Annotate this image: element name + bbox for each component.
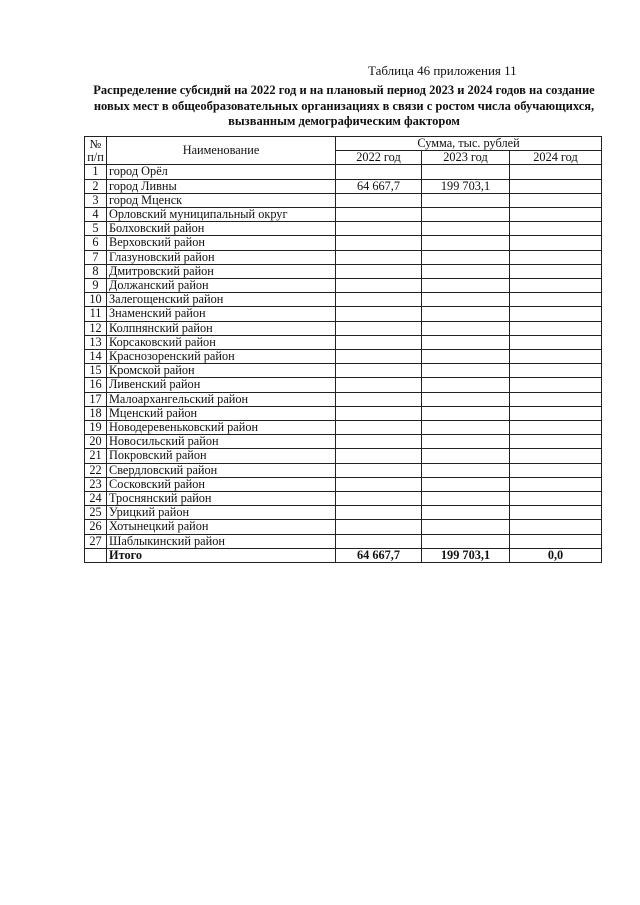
cell-2022 bbox=[336, 534, 422, 548]
cell-name: Урицкий район bbox=[107, 506, 336, 520]
cell-num: 24 bbox=[85, 492, 107, 506]
header-2023: 2023 год bbox=[422, 151, 510, 165]
cell-2023 bbox=[422, 520, 510, 534]
cell-2023 bbox=[422, 364, 510, 378]
cell-num: 7 bbox=[85, 250, 107, 264]
cell-name: Покровский район bbox=[107, 449, 336, 463]
cell-2024 bbox=[510, 350, 602, 364]
cell-2023 bbox=[422, 477, 510, 491]
cell-num: 6 bbox=[85, 236, 107, 250]
cell-2024 bbox=[510, 392, 602, 406]
total-row bbox=[85, 548, 602, 562]
cell-2024 bbox=[510, 364, 602, 378]
cell-2022 bbox=[336, 307, 422, 321]
cell-2024 bbox=[510, 179, 602, 193]
table-row bbox=[85, 534, 602, 548]
table-row bbox=[85, 364, 602, 378]
header-num-line1: № bbox=[89, 136, 102, 151]
cell-2024 bbox=[510, 236, 602, 250]
cell-2022 bbox=[336, 477, 422, 491]
cell-2024 bbox=[510, 193, 602, 207]
cell-num: 25 bbox=[85, 506, 107, 520]
cell-num: 14 bbox=[85, 350, 107, 364]
cell-num: 8 bbox=[85, 264, 107, 278]
cell-2022 bbox=[336, 463, 422, 477]
cell-2024: 0,0 bbox=[510, 548, 602, 562]
cell-name: Знаменский район bbox=[107, 307, 336, 321]
cell-num: 13 bbox=[85, 335, 107, 349]
cell-2022 bbox=[336, 193, 422, 207]
table-row bbox=[85, 435, 602, 449]
cell-2022: 64 667,7 bbox=[336, 179, 422, 193]
cell-2022 bbox=[336, 236, 422, 250]
cell-2023 bbox=[422, 350, 510, 364]
cell-2024 bbox=[510, 534, 602, 548]
cell-2023 bbox=[422, 279, 510, 293]
table-row bbox=[85, 222, 602, 236]
table-row bbox=[85, 463, 602, 477]
cell-2023 bbox=[422, 506, 510, 520]
cell-2024 bbox=[510, 492, 602, 506]
header-name: Наименование bbox=[107, 137, 336, 165]
cell-2022 bbox=[336, 350, 422, 364]
cell-num bbox=[85, 548, 107, 562]
cell-num: 15 bbox=[85, 364, 107, 378]
cell-name: Троснянский район bbox=[107, 492, 336, 506]
cell-num: 5 bbox=[85, 222, 107, 236]
cell-2022 bbox=[336, 506, 422, 520]
table-row bbox=[85, 335, 602, 349]
cell-name: Должанский район bbox=[107, 279, 336, 293]
cell-name: Итого bbox=[107, 548, 336, 562]
cell-2024 bbox=[510, 321, 602, 335]
cell-name: Ливенский район bbox=[107, 378, 336, 392]
cell-2023 bbox=[422, 335, 510, 349]
cell-2022 bbox=[336, 421, 422, 435]
cell-2022 bbox=[336, 222, 422, 236]
document-title: Распределение субсидий на 2022 год и на плановый период 2023 и 2024 годов на создание новых мест в общеобразовательных организациях в связи с ростом числа обучающихся, вызванным демографическим фактором bbox=[93, 83, 595, 128]
table-row bbox=[85, 378, 602, 392]
cell-2024 bbox=[510, 477, 602, 491]
table-row bbox=[85, 208, 602, 222]
cell-2023 bbox=[422, 492, 510, 506]
table-row bbox=[85, 279, 602, 293]
cell-name: Орловский муниципальный округ bbox=[107, 208, 336, 222]
cell-2024 bbox=[510, 463, 602, 477]
cell-2024 bbox=[510, 506, 602, 520]
cell-2022 bbox=[336, 435, 422, 449]
cell-2024 bbox=[510, 165, 602, 179]
cell-2023 bbox=[422, 449, 510, 463]
cell-name: город Ливны bbox=[107, 179, 336, 193]
cell-2023: 199 703,1 bbox=[422, 179, 510, 193]
cell-2022 bbox=[336, 321, 422, 335]
table-row bbox=[85, 250, 602, 264]
cell-name: Краснозоренский район bbox=[107, 350, 336, 364]
cell-name: Залегощенский район bbox=[107, 293, 336, 307]
cell-2022 bbox=[336, 392, 422, 406]
cell-2023 bbox=[422, 463, 510, 477]
table-row bbox=[85, 350, 602, 364]
cell-num: 3 bbox=[85, 193, 107, 207]
table-row bbox=[85, 179, 602, 193]
cell-num: 18 bbox=[85, 406, 107, 420]
header-2022: 2022 год bbox=[336, 151, 422, 165]
cell-name: Болховский район bbox=[107, 222, 336, 236]
cell-name: город Орёл bbox=[107, 165, 336, 179]
cell-2022 bbox=[336, 406, 422, 420]
table-row bbox=[85, 165, 602, 179]
cell-2023 bbox=[422, 534, 510, 548]
cell-2023 bbox=[422, 208, 510, 222]
table-row bbox=[85, 449, 602, 463]
cell-2024 bbox=[510, 449, 602, 463]
cell-2023 bbox=[422, 293, 510, 307]
cell-2024 bbox=[510, 293, 602, 307]
cell-2023 bbox=[422, 321, 510, 335]
cell-num: 2 bbox=[85, 179, 107, 193]
cell-num: 9 bbox=[85, 279, 107, 293]
cell-2022 bbox=[336, 378, 422, 392]
cell-name: Верховский район bbox=[107, 236, 336, 250]
cell-2022 bbox=[336, 165, 422, 179]
cell-2024 bbox=[510, 222, 602, 236]
cell-2023 bbox=[422, 307, 510, 321]
cell-num: 27 bbox=[85, 534, 107, 548]
table-row bbox=[85, 293, 602, 307]
cell-name: Свердловский район bbox=[107, 463, 336, 477]
table-row bbox=[85, 392, 602, 406]
cell-2022 bbox=[336, 279, 422, 293]
cell-name: город Мценск bbox=[107, 193, 336, 207]
header-num bbox=[85, 137, 107, 165]
table-row bbox=[85, 307, 602, 321]
cell-2022 bbox=[336, 335, 422, 349]
table-row bbox=[85, 492, 602, 506]
table-row bbox=[85, 236, 602, 250]
cell-2022 bbox=[336, 492, 422, 506]
cell-2023 bbox=[422, 236, 510, 250]
cell-name: Хотынецкий район bbox=[107, 520, 336, 534]
cell-name: Колпнянский район bbox=[107, 321, 336, 335]
table-row bbox=[85, 477, 602, 491]
cell-name: Дмитровский район bbox=[107, 264, 336, 278]
cell-name: Сосковский район bbox=[107, 477, 336, 491]
table-row bbox=[85, 506, 602, 520]
cell-2022 bbox=[336, 208, 422, 222]
header-num-line2: п/п bbox=[87, 149, 104, 164]
cell-num: 19 bbox=[85, 421, 107, 435]
header-2024: 2024 год bbox=[510, 151, 602, 165]
cell-num: 20 bbox=[85, 435, 107, 449]
cell-num: 11 bbox=[85, 307, 107, 321]
cell-2023: 199 703,1 bbox=[422, 548, 510, 562]
cell-name: Кромской район bbox=[107, 364, 336, 378]
cell-2022 bbox=[336, 250, 422, 264]
cell-num: 23 bbox=[85, 477, 107, 491]
cell-2024 bbox=[510, 279, 602, 293]
cell-2024 bbox=[510, 378, 602, 392]
header-sum: Сумма, тыс. рублей bbox=[336, 137, 602, 151]
cell-2023 bbox=[422, 193, 510, 207]
table-caption: Таблица 46 приложения 11 bbox=[368, 63, 517, 78]
cell-2023 bbox=[422, 421, 510, 435]
cell-num: 16 bbox=[85, 378, 107, 392]
cell-num: 17 bbox=[85, 392, 107, 406]
cell-name: Шаблыкинский район bbox=[107, 534, 336, 548]
table-row bbox=[85, 264, 602, 278]
cell-2024 bbox=[510, 264, 602, 278]
cell-2023 bbox=[422, 435, 510, 449]
table-row bbox=[85, 520, 602, 534]
cell-2023 bbox=[422, 165, 510, 179]
cell-2022 bbox=[336, 293, 422, 307]
table-row bbox=[85, 406, 602, 420]
table-row bbox=[85, 421, 602, 435]
cell-2022 bbox=[336, 449, 422, 463]
cell-2024 bbox=[510, 335, 602, 349]
cell-2023 bbox=[422, 392, 510, 406]
cell-2024 bbox=[510, 406, 602, 420]
cell-2024 bbox=[510, 208, 602, 222]
cell-num: 21 bbox=[85, 449, 107, 463]
cell-name: Мценский район bbox=[107, 406, 336, 420]
cell-2024 bbox=[510, 435, 602, 449]
cell-name: Глазуновский район bbox=[107, 250, 336, 264]
cell-2024 bbox=[510, 307, 602, 321]
cell-2023 bbox=[422, 222, 510, 236]
cell-2023 bbox=[422, 264, 510, 278]
cell-2023 bbox=[422, 406, 510, 420]
cell-name: Новосильский район bbox=[107, 435, 336, 449]
cell-2022 bbox=[336, 364, 422, 378]
cell-num: 12 bbox=[85, 321, 107, 335]
cell-2023 bbox=[422, 250, 510, 264]
cell-2023 bbox=[422, 378, 510, 392]
cell-2024 bbox=[510, 250, 602, 264]
cell-2022 bbox=[336, 520, 422, 534]
cell-2022: 64 667,7 bbox=[336, 548, 422, 562]
cell-2024 bbox=[510, 520, 602, 534]
table-row bbox=[85, 193, 602, 207]
cell-num: 10 bbox=[85, 293, 107, 307]
cell-num: 26 bbox=[85, 520, 107, 534]
cell-name: Корсаковский район bbox=[107, 335, 336, 349]
cell-2024 bbox=[510, 421, 602, 435]
cell-2022 bbox=[336, 264, 422, 278]
cell-num: 4 bbox=[85, 208, 107, 222]
subsidy-table bbox=[84, 136, 602, 563]
cell-name: Малоархангельский район bbox=[107, 392, 336, 406]
cell-num: 1 bbox=[85, 165, 107, 179]
table-row bbox=[85, 321, 602, 335]
cell-name: Новодеревеньковский район bbox=[107, 421, 336, 435]
cell-num: 22 bbox=[85, 463, 107, 477]
